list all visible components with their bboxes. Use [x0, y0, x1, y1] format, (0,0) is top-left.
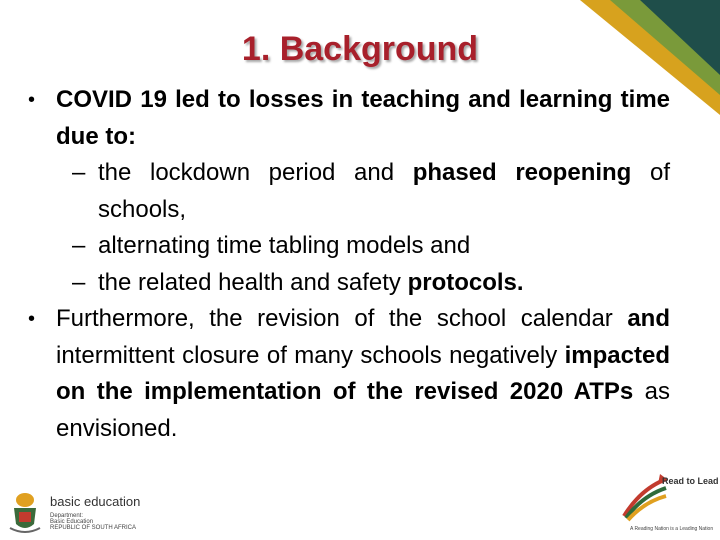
bullet-calendar: [28, 301, 670, 447]
read-to-lead-arrow-icon: [620, 472, 668, 522]
bullet-dot: •: [28, 308, 36, 330]
calendar-text-3: as envisioned.: [56, 378, 671, 442]
slide-title: 1. Background: [241, 30, 479, 68]
bullet-covid: [28, 82, 670, 155]
sub-bold: phased reopening: [412, 159, 632, 186]
bullet-dot: •: [28, 89, 36, 111]
sub-item-timetabling: [28, 228, 670, 265]
dash-marker: –: [72, 232, 86, 259]
sub-item-lockdown: [28, 155, 670, 228]
slide-content: [28, 82, 670, 447]
calendar-text-2: intermittent closure of many schools negatively: [56, 341, 565, 369]
logo-name: basic education: [50, 494, 141, 509]
logo-line-republic: REPUBLIC OF SOUTH AFRICA: [50, 525, 137, 531]
read-to-lead-tagline: A Reading Nation is a Leading Nation: [630, 526, 714, 532]
logo-line-basic-education: Basic Education: [50, 519, 94, 525]
read-to-lead-logo: [616, 468, 720, 540]
calendar-text-1: Furthermore, the revision of the school calendar: [56, 305, 628, 332]
dash-marker: –: [72, 159, 86, 186]
dash-marker: –: [72, 268, 86, 296]
sub-text: alternating time tabling models and: [98, 232, 471, 259]
sub-text: the related health and safety: [98, 268, 408, 296]
calendar-bold-2: impacted on the implementation of the revised 2020 ATPs: [56, 341, 670, 405]
sub-item-protocols: [28, 265, 670, 302]
basic-education-logo: [8, 488, 158, 536]
bullet-covid-text: COVID 19 led to losses in teaching and learning time due to:: [56, 86, 670, 150]
sub-text-after: of schools,: [98, 159, 670, 223]
calendar-bold-1: and: [627, 305, 670, 332]
sub-text: the lockdown period and: [98, 159, 413, 186]
read-to-lead-name: Read to Lead: [662, 476, 719, 486]
logo-line-department: Department:: [50, 513, 84, 519]
coat-of-arms-icon: [8, 490, 42, 534]
sub-bold: protocols.: [407, 268, 524, 296]
